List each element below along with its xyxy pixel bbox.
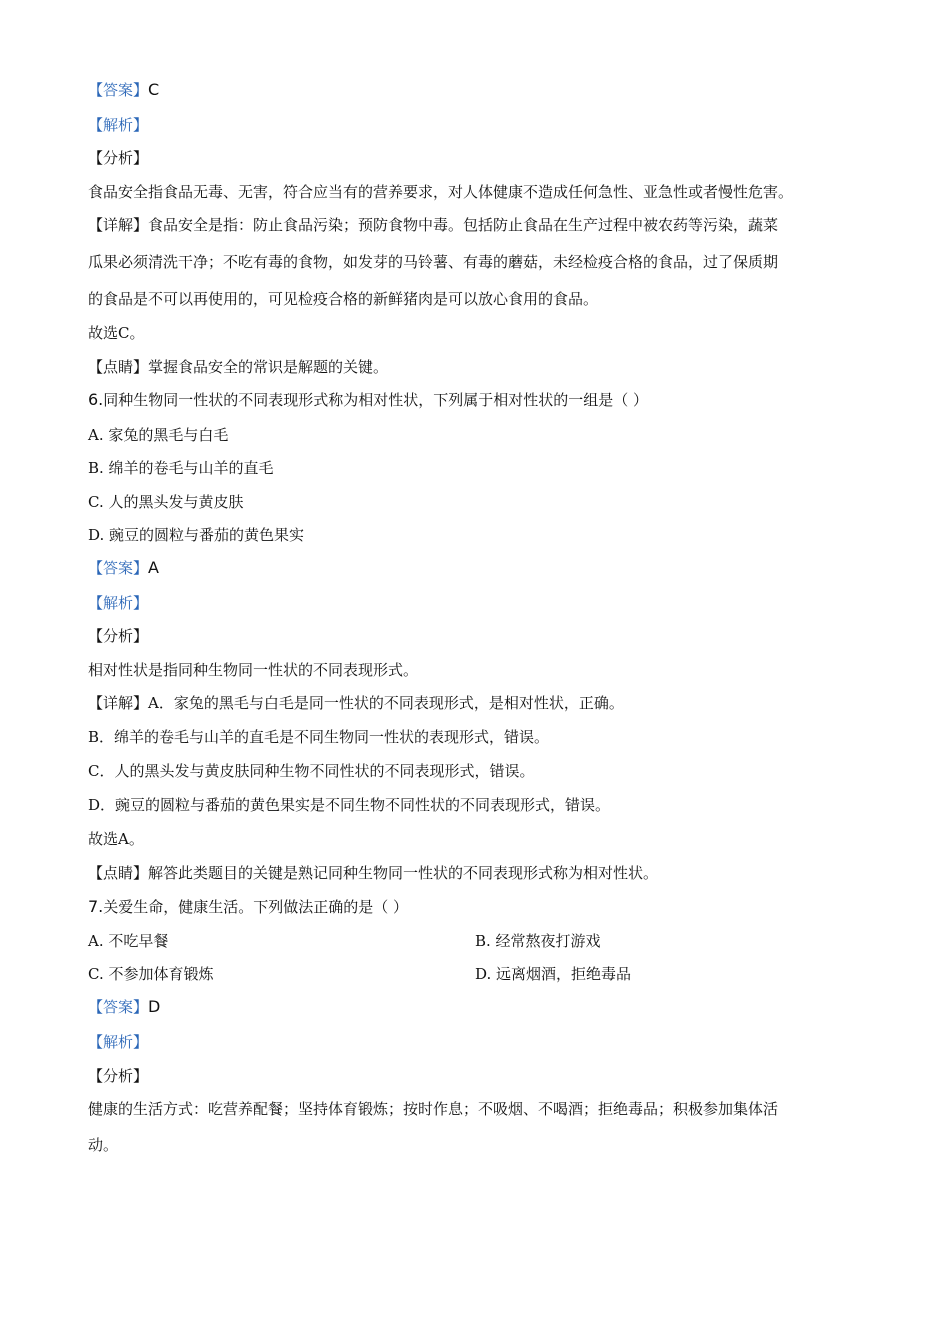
q5-fenxi-text: 食品安全指食品无毒、无害，符合应当有的营养要求，对人体健康不造成任何急性、亚急性或者慢性危害。	[88, 183, 794, 201]
q5-fenxi-label: 【分析】	[88, 149, 149, 167]
q7-answer	[88, 996, 160, 1018]
answer-label: 【答案】	[88, 559, 149, 577]
q7-fenxi-label: 【分析】	[88, 1067, 149, 1085]
answer-label: 【答案】	[88, 81, 149, 99]
q6-answer	[88, 557, 159, 579]
answer-label: 【答案】	[88, 998, 149, 1016]
q6-dianjing	[88, 862, 658, 884]
q6-fenxi-text: 相对性状是指同种生物同一性状的不同表现形式。	[88, 661, 419, 679]
q7-option-b: B. 经常熬夜打游戏	[475, 932, 601, 950]
q5-detail-line3: 的食品是不可以再使用的，可见检疫合格的新鲜猪肉是可以放心食用的食品。	[88, 290, 599, 308]
q6-choose: 故选A。	[88, 830, 144, 848]
dianjing-text: 解答此类题目的关键是熟记同种生物同一性状的不同表现形式称为相对性状。	[148, 864, 659, 882]
q6-detail-a	[88, 692, 624, 714]
question-stem: 关爱生命，健康生活。下列做法正确的是（ ）	[103, 898, 409, 916]
detail-label: 【详解】	[88, 216, 149, 234]
question-number: 6.	[88, 390, 104, 409]
q7-stem	[88, 896, 408, 918]
detail-text: A．家兔的黑毛与白毛是同一性状的不同表现形式，是相对性状，正确。	[148, 694, 624, 712]
q7-fenxi-line2: 动。	[88, 1136, 119, 1154]
q7-option-c: C. 不参加体育锻炼	[88, 965, 214, 983]
q6-detail-b: B．绵羊的卷毛与山羊的直毛是不同生物同一性状的表现形式，错误。	[88, 728, 550, 746]
q5-choose: 故选C。	[88, 324, 145, 342]
q7-fenxi-line1: 健康的生活方式：吃营养配餐；坚持体育锻炼；按时作息；不吸烟、不喝酒；拒绝毒品；积极参加集体活	[88, 1100, 779, 1118]
q6-detail-c: C．人的黑头发与黄皮肤同种生物不同性状的不同表现形式，错误。	[88, 762, 535, 780]
q5-detail-line1	[88, 214, 778, 236]
q7-option-d: D. 远离烟酒，拒绝毒品	[475, 965, 632, 983]
dianjing-text: 掌握食品安全的常识是解题的关键。	[148, 358, 389, 376]
q6-option-a: A. 家兔的黑毛与白毛	[88, 426, 229, 444]
q6-analysis-label: 【解析】	[88, 594, 149, 612]
detail-text: 食品安全是指：防止食品污染；预防食物中毒。包括防止食品在生产过程中被农药等污染，蔬菜	[148, 216, 779, 234]
dianjing-label: 【点睛】	[88, 358, 149, 376]
dianjing-label: 【点睛】	[88, 864, 149, 882]
answer-value: D	[148, 997, 161, 1016]
detail-label: 【详解】	[88, 694, 149, 712]
q7-analysis-label: 【解析】	[88, 1033, 149, 1051]
q5-answer	[88, 79, 159, 101]
q5-detail-line2: 瓜果必须清洗干净；不吃有毒的食物，如发芽的马铃薯、有毒的蘑菇，未经检疫合格的食品，过了保质期	[88, 253, 779, 271]
answer-value: A	[148, 558, 159, 577]
q6-detail-d: D．豌豆的圆粒与番茄的黄色果实是不同生物不同性状的不同表现形式，错误。	[88, 796, 611, 814]
question-number: 7.	[88, 897, 104, 916]
q6-option-d: D. 豌豆的圆粒与番茄的黄色果实	[88, 526, 305, 544]
question-stem: 同种生物同一性状的不同表现形式称为相对性状，下列属于相对性状的一组是（ ）	[103, 391, 649, 409]
q6-option-b: B. 绵羊的卷毛与山羊的直毛	[88, 459, 274, 477]
q5-dianjing	[88, 356, 388, 378]
q7-option-a: A. 不吃早餐	[88, 932, 169, 950]
q5-analysis-label: 【解析】	[88, 116, 149, 134]
answer-value: C	[148, 80, 160, 99]
q6-stem	[88, 389, 648, 411]
q6-option-c: C. 人的黑头发与黄皮肤	[88, 493, 244, 511]
q6-fenxi-label: 【分析】	[88, 627, 149, 645]
